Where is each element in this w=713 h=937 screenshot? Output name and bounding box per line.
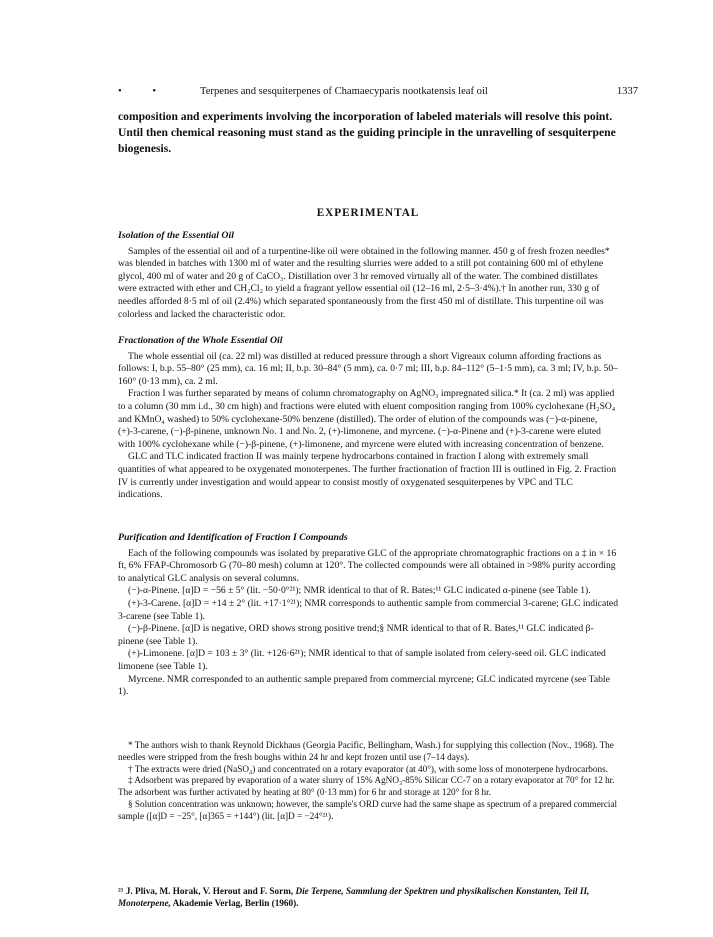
footnote-4: § Solution concentration was unknown; however, the sample's ORD curve had the same shape as spectrum of a prepared commercial sample ([α]D = −25°, [α]365 = +144°) (lit. [α]D = −24°²¹).	[118, 798, 618, 821]
purification-p2: (−)-α-Pinene. [α]D = −56 ± 5° (lit. −50·0°²¹); NMR identical to that of R. Bates;¹¹ GLC indicated α-pinene (see Table 1).	[128, 585, 591, 597]
reference-number: ²¹	[118, 886, 124, 896]
fractionation-p1: The whole essential oil (ca. 22 ml) was distilled at reduced pressure through a short Vigreaux column affording fractions as follows: I, b.p. 55–80° (25 mm), ca. 16 ml; II, b.p. 30–84° (5 mm), ca. 0·7 ml; III, b.p. 84–112° (5–1·5 mm), ca. 3 ml; IV, b.p. 50–160° (0·13 mm), ca. 2 ml.	[118, 350, 618, 387]
reference-authors: J. Pliva, M. Horak, V. Herout and F. Sorm,	[125, 886, 294, 896]
purification-section	[118, 532, 618, 699]
fractionation-heading: Fractionation of the Whole Essential Oil	[118, 335, 283, 346]
header-title: Terpenes and sesquiterpenes of Chamaecyparis nootkatensis leaf oil	[200, 86, 488, 97]
reference-title: Die Terpene, Sammlung der Spektren und physikalischen Konstanten, Teil II, Monoterpene,	[118, 886, 590, 908]
fractionation-p2: Fraction I was further separated by means of column chromatography on AgNO₃ impregnated silica.* It (ca. 2 ml) was applied to a column (30 mm i.d., 30 cm high) and fractions were eluted with eluent composition ranging from 100% cyclohexane (H₂SO₄ and KMnO₄ washed) to 50% cyclohexane-50% benzene (distilled). The order of elution of the compounds was (−)-α-pinene, (+)-3-carene, (−)-β-pinene, unknown No. 1 and No. 2, (+)-limonene, and myrcene. (−)-α-Pinene and (+)-3-carene were eluted with 100% cyclohexane while (−)-β-pinene, (+)-limonene, and myrcene were eluted with increasing concentration of benzene.	[118, 388, 616, 450]
fractionation-p3: GLC and TLC indicated fraction II was mainly terpene hydrocarbons contained in fraction I along with extremely small quantities of what appeared to be oxygenated monoterpenes. The further fractionation of fraction III is outlined in Fig. 2. Fraction IV is currently under investigation and would appear to consist mostly of oxygenated sesquiterpenes by VPC and TLC indications.	[118, 451, 617, 501]
fractionation-section	[118, 335, 618, 502]
isolation-section	[118, 230, 618, 321]
isolation-text: Samples of the essential oil and of a turpentine-like oil were obtained in the following manner. 450 g of fresh frozen needles* was blended in batches with 1300 ml of water and the resulting slurries were added to a still pot containing 600 ml of ethylene glycol, 400 ml of water and 20 g of CaCO₃. Distillation over 3 hr removed virtually all of the water. The combined distillates were extracted with ether and CH₂Cl₂ to yield a fragrant yellow essential oil (12–16 ml, 2·5–3·4%).† In another run, 330 g of needles afforded 8·5 ml of oil (2.4%) which separated spontaneously from the first 450 ml of distillate. This turpentine oil was colorless and lacked the characteristic odor.	[118, 245, 610, 320]
section-title: EXPERIMENTAL	[316, 207, 420, 219]
footnote-2: † The extracts were dried (NaSO₄) and concentrated on a rotary evaporator (at 40°), with some loss of monoterpene hydrocarbons.	[128, 763, 608, 774]
purification-p6: Myrcene. NMR corresponded to an authentic sample prepared from commercial myrcene; GLC indicated myrcene (see Table 1).	[118, 673, 610, 698]
footnote-1: * The authors wish to thank Reynold Dickhaus (Georgia Pacific, Bellingham, Wash.) for supplying this collection (Nov., 1968). The needles were stripped from the fresh boughs within 24 hr and kept frozen until use (7–14 days).	[118, 740, 614, 762]
purification-p5: (+)-Limonene. [α]D = 103 ± 3° (lit. +126·6²¹); NMR identical to that of sample isolated from celery-seed oil. GLC indicated limonene (see Table 1).	[118, 648, 606, 672]
page-number: 1337	[616, 86, 638, 97]
footnote-3: ‡ Adsorbent was prepared by evaporation of a water slurry of 15% AgNO₃-85% Silicar CC-7 on a rotary evaporator at 70° for 12 hr. The adsorbent was further activated by heating at 80° (0·13 mm) for 6 hr and storage at 120° for 8 hr.	[118, 775, 615, 798]
intro-paragraph: composition and experiments involving the incorporation of labeled materials will resolve this point. Until then chemical reasoning must stand as the guiding principle in the unravelling of sesquiterpene biogenesis.	[118, 110, 616, 155]
purification-heading: Purification and Identification of Fraction I Compounds	[118, 532, 348, 543]
reference-publisher: Akademie Verlag, Berlin (1960).	[172, 897, 299, 908]
footnotes	[118, 740, 618, 823]
header-dots: • •	[118, 86, 171, 97]
isolation-heading: Isolation of the Essential Oil	[118, 230, 234, 241]
purification-p1: Each of the following compounds was isolated by preparative GLC of the appropriate chromatographic fractions on a ‡ in × 16 ft, 6% FFAP-Chromosorb G (70–80 mesh) column at 120°. The collected compounds were all obtained in >98% purity according to analytical GLC analysis on several columns.	[118, 547, 617, 584]
reference-21	[118, 886, 618, 910]
purification-p3: (+)-3-Carene. [α]D = +14 ± 2° (lit. +17·1°²¹); NMR corresponds to authentic sample from commercial 3-carene; GLC indicated 3-carene (see Table 1).	[118, 597, 618, 622]
purification-p4: (−)-β-Pinene. [α]D is negative, ORD shows strong positive trend;§ NMR identical to that of R. Bates,¹¹ GLC indicated β-pinene (see Table 1).	[118, 623, 594, 647]
